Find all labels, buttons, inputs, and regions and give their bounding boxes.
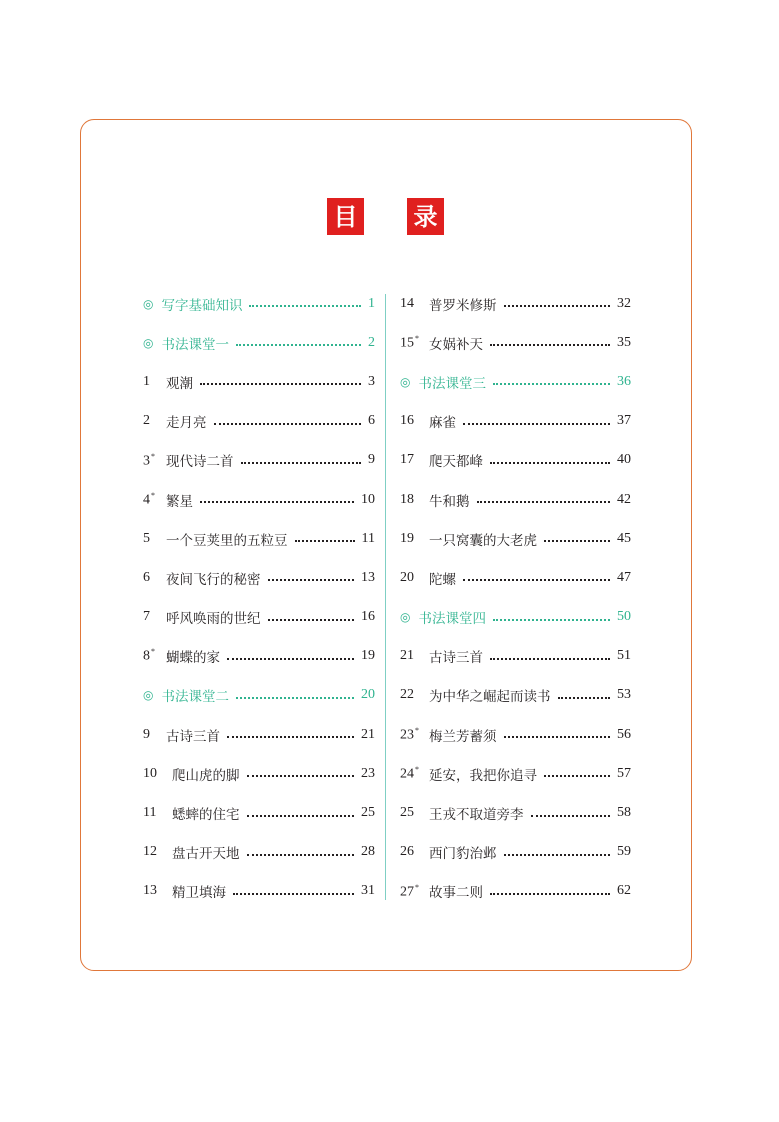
lesson-number-text: 26 xyxy=(400,844,414,860)
optional-lesson-star: * xyxy=(415,333,419,343)
entry-title: 一只窝囊的大老虎 xyxy=(429,532,537,549)
lesson-number xyxy=(143,452,157,470)
toc-section-entry[interactable] xyxy=(143,676,375,715)
entry-title: 书法课堂一 xyxy=(161,336,229,353)
dot-leader xyxy=(247,853,355,856)
lesson-number xyxy=(400,765,420,783)
lesson-number xyxy=(400,531,420,547)
toc-lesson-entry[interactable] xyxy=(143,362,375,401)
page-number: 42 xyxy=(617,491,631,507)
lesson-number xyxy=(143,570,157,586)
entry-title: 梅兰芳蓄须 xyxy=(429,728,497,745)
dot-leader xyxy=(490,657,610,660)
lesson-number-text: 21 xyxy=(400,648,414,664)
page-number: 51 xyxy=(617,648,631,664)
page-number: 53 xyxy=(617,687,631,703)
dot-leader xyxy=(463,578,610,581)
entry-title: 故事二则 xyxy=(429,885,483,902)
dot-leader xyxy=(490,343,610,346)
toc-lesson-entry[interactable] xyxy=(143,402,375,441)
toc-lesson-entry[interactable] xyxy=(400,441,631,480)
page-number: 50 xyxy=(617,609,631,625)
section-circle-icon: ◎ xyxy=(400,610,411,625)
page-number: 9 xyxy=(368,452,375,468)
dot-leader xyxy=(504,304,611,307)
dot-leader xyxy=(227,657,354,660)
entry-title: 书法课堂二 xyxy=(161,689,229,706)
entry-title: 陀螺 xyxy=(429,571,456,588)
toc-lesson-entry[interactable] xyxy=(143,833,375,872)
dot-leader xyxy=(504,853,611,856)
entry-title: 蝴蝶的家 xyxy=(166,650,220,667)
entry-title: 古诗三首 xyxy=(429,650,483,667)
entry-title: 书法课堂三 xyxy=(418,375,486,392)
page-number: 28 xyxy=(361,844,375,860)
dot-leader xyxy=(531,814,611,817)
toc-lesson-entry[interactable] xyxy=(143,480,375,519)
lesson-number xyxy=(400,413,420,429)
lesson-number xyxy=(400,687,420,703)
toc-lesson-entry[interactable] xyxy=(400,872,631,911)
lesson-number xyxy=(400,648,420,664)
lesson-number xyxy=(400,452,420,468)
lesson-number-text: 25 xyxy=(400,805,414,821)
lesson-number xyxy=(143,609,157,625)
page-number: 45 xyxy=(617,530,631,546)
dot-leader xyxy=(504,735,611,738)
page-number: 31 xyxy=(361,883,375,899)
page-number: 25 xyxy=(361,805,375,821)
dot-leader xyxy=(268,618,355,621)
lesson-number-text: 23 xyxy=(400,727,414,743)
page-number: 36 xyxy=(617,373,631,389)
lesson-number-text: 24 xyxy=(400,766,414,782)
lesson-number xyxy=(400,844,420,860)
lesson-number-text: 11 xyxy=(143,805,157,821)
lesson-number xyxy=(143,805,163,821)
entry-title: 精卫填海 xyxy=(172,885,226,902)
section-circle-icon: ◎ xyxy=(400,374,411,389)
section-circle-icon: ◎ xyxy=(143,296,154,311)
optional-lesson-star: * xyxy=(151,647,155,657)
entry-title: 呼风唤雨的世纪 xyxy=(166,611,261,628)
page-number: 13 xyxy=(361,569,375,585)
toc-lesson-entry[interactable] xyxy=(143,598,375,637)
dot-leader xyxy=(268,578,355,581)
toc-lesson-entry[interactable] xyxy=(400,519,631,558)
toc-lesson-entry[interactable] xyxy=(400,715,631,754)
toc-lesson-entry[interactable] xyxy=(400,323,631,362)
entry-title: 观潮 xyxy=(166,375,193,392)
toc-left-column xyxy=(143,284,375,911)
dot-leader xyxy=(477,500,611,503)
dot-leader xyxy=(247,774,355,777)
lesson-number xyxy=(143,531,157,547)
lesson-number-text: 19 xyxy=(400,530,414,546)
page-number: 35 xyxy=(617,334,631,350)
toc-lesson-entry[interactable] xyxy=(143,441,375,480)
page-number: 6 xyxy=(368,413,375,429)
entry-title: 走月亮 xyxy=(166,415,207,432)
lesson-number-text: 10 xyxy=(143,765,157,781)
lesson-number-text: 6 xyxy=(143,569,150,585)
lesson-number-text: 15 xyxy=(400,335,414,351)
page-number: 11 xyxy=(361,530,375,546)
entry-title: 王戎不取道旁李 xyxy=(429,807,524,824)
page-number: 1 xyxy=(368,295,375,311)
lesson-number xyxy=(400,296,420,312)
lesson-number-text: 2 xyxy=(143,413,150,429)
lesson-number-text: 18 xyxy=(400,491,414,507)
optional-lesson-star: * xyxy=(415,882,419,892)
page-number: 2 xyxy=(368,334,375,350)
lesson-number-text: 8 xyxy=(143,649,150,665)
dot-leader xyxy=(241,461,362,464)
page-number: 56 xyxy=(617,726,631,742)
dot-leader xyxy=(544,539,610,542)
lesson-number xyxy=(400,334,420,352)
lesson-number xyxy=(143,647,157,665)
lesson-number-text: 13 xyxy=(143,883,157,899)
entry-title: 现代诗二首 xyxy=(166,454,234,471)
dot-leader xyxy=(247,814,355,817)
page-number: 3 xyxy=(368,373,375,389)
dot-leader xyxy=(214,422,362,425)
toc-lesson-entry[interactable] xyxy=(400,284,631,323)
lesson-number xyxy=(400,883,420,901)
page-number: 10 xyxy=(361,491,375,507)
dot-leader xyxy=(558,696,611,699)
toc-lesson-entry[interactable] xyxy=(143,558,375,597)
toc-right-column xyxy=(400,284,631,911)
toc-lesson-entry[interactable] xyxy=(400,402,631,441)
toc-lesson-entry[interactable] xyxy=(400,637,631,676)
dot-leader xyxy=(200,500,354,503)
toc-lesson-entry[interactable] xyxy=(143,637,375,676)
page-number: 23 xyxy=(361,765,375,781)
lesson-number-text: 16 xyxy=(400,413,414,429)
entry-title: 牛和鹅 xyxy=(429,493,470,510)
entry-title: 延安，我把你追寻 xyxy=(429,767,537,784)
lesson-number xyxy=(400,726,420,744)
toc-lesson-entry[interactable] xyxy=(400,480,631,519)
toc-lesson-entry[interactable] xyxy=(143,793,375,832)
lesson-number xyxy=(143,883,163,899)
entry-title: 女娲补天 xyxy=(429,336,483,353)
toc-lesson-entry[interactable] xyxy=(400,676,631,715)
lesson-number-text: 4 xyxy=(143,492,150,508)
dot-leader xyxy=(295,539,355,542)
lesson-number xyxy=(143,491,157,509)
entry-title: 爬天都峰 xyxy=(429,454,483,471)
section-circle-icon: ◎ xyxy=(143,335,154,350)
toc-lesson-entry[interactable] xyxy=(143,715,375,754)
lesson-number-text: 1 xyxy=(143,373,150,389)
entry-title: 盘古开天地 xyxy=(172,846,240,863)
lesson-number xyxy=(143,374,157,390)
page-number: 19 xyxy=(361,648,375,664)
lesson-number-text: 27 xyxy=(400,884,414,900)
toc-lesson-entry[interactable] xyxy=(400,558,631,597)
entry-title: 写字基础知识 xyxy=(161,297,243,314)
toc-section-entry[interactable] xyxy=(143,323,375,362)
entry-title: 西门豹治邺 xyxy=(429,846,497,863)
lesson-number-text: 17 xyxy=(400,452,414,468)
entry-title: 书法课堂四 xyxy=(418,611,486,628)
page-number: 62 xyxy=(617,883,631,899)
page-number: 59 xyxy=(617,844,631,860)
page-number: 21 xyxy=(361,726,375,742)
lesson-number xyxy=(400,805,420,821)
entry-title: 蟋蟀的住宅 xyxy=(172,807,240,824)
lesson-number-text: 3 xyxy=(143,453,150,469)
lesson-number xyxy=(400,492,420,508)
entry-title: 普罗米修斯 xyxy=(429,297,497,314)
section-circle-icon: ◎ xyxy=(143,688,154,703)
optional-lesson-star: * xyxy=(415,725,419,735)
dot-leader xyxy=(544,774,610,777)
title-char-2: 录 xyxy=(407,198,444,235)
entry-title: 繁星 xyxy=(166,493,193,510)
page-number: 58 xyxy=(617,805,631,821)
dot-leader xyxy=(490,461,610,464)
dot-leader xyxy=(233,892,354,895)
dot-leader xyxy=(493,618,610,621)
page-number: 40 xyxy=(617,452,631,468)
page-number: 37 xyxy=(617,413,631,429)
lesson-number-text: 22 xyxy=(400,687,414,703)
toc-section-entry[interactable] xyxy=(400,598,631,637)
lesson-number xyxy=(143,413,157,429)
lesson-number-text: 7 xyxy=(143,609,150,625)
lesson-number xyxy=(143,766,163,782)
toc-lesson-entry[interactable] xyxy=(143,872,375,911)
dot-leader xyxy=(236,696,354,699)
page-number: 16 xyxy=(361,609,375,625)
entry-title: 一个豆荚里的五粒豆 xyxy=(166,532,288,549)
page-number: 57 xyxy=(617,765,631,781)
toc-lesson-entry[interactable] xyxy=(400,833,631,872)
lesson-number-text: 14 xyxy=(400,295,414,311)
title-char-1: 目 xyxy=(327,198,364,235)
lesson-number xyxy=(400,570,420,586)
lesson-number xyxy=(143,844,163,860)
lesson-number xyxy=(143,727,157,743)
toc-section-entry[interactable] xyxy=(143,284,375,323)
column-divider xyxy=(385,294,386,900)
entry-title: 麻雀 xyxy=(429,415,456,432)
lesson-number-text: 9 xyxy=(143,726,150,742)
toc-lesson-entry[interactable] xyxy=(143,754,375,793)
optional-lesson-star: * xyxy=(415,765,419,775)
lesson-number-text: 20 xyxy=(400,569,414,585)
entry-title: 爬山虎的脚 xyxy=(172,767,240,784)
page-number: 20 xyxy=(361,687,375,703)
dot-leader xyxy=(490,892,610,895)
dot-leader xyxy=(236,343,361,346)
page-number: 47 xyxy=(617,569,631,585)
entry-title: 古诗三首 xyxy=(166,728,220,745)
dot-leader xyxy=(227,735,354,738)
dot-leader xyxy=(249,304,361,307)
toc-section-entry[interactable] xyxy=(400,362,631,401)
toc-lesson-entry[interactable] xyxy=(400,754,631,793)
toc-lesson-entry[interactable] xyxy=(143,519,375,558)
toc-lesson-entry[interactable] xyxy=(400,793,631,832)
dot-leader xyxy=(463,422,610,425)
entry-title: 为中华之崛起而读书 xyxy=(429,689,551,706)
lesson-number-text: 12 xyxy=(143,844,157,860)
page-number: 32 xyxy=(617,295,631,311)
optional-lesson-star: * xyxy=(151,490,155,500)
dot-leader xyxy=(200,382,361,385)
entry-title: 夜间飞行的秘密 xyxy=(166,571,261,588)
optional-lesson-star: * xyxy=(151,451,155,461)
dot-leader xyxy=(493,382,610,385)
lesson-number-text: 5 xyxy=(143,530,150,546)
